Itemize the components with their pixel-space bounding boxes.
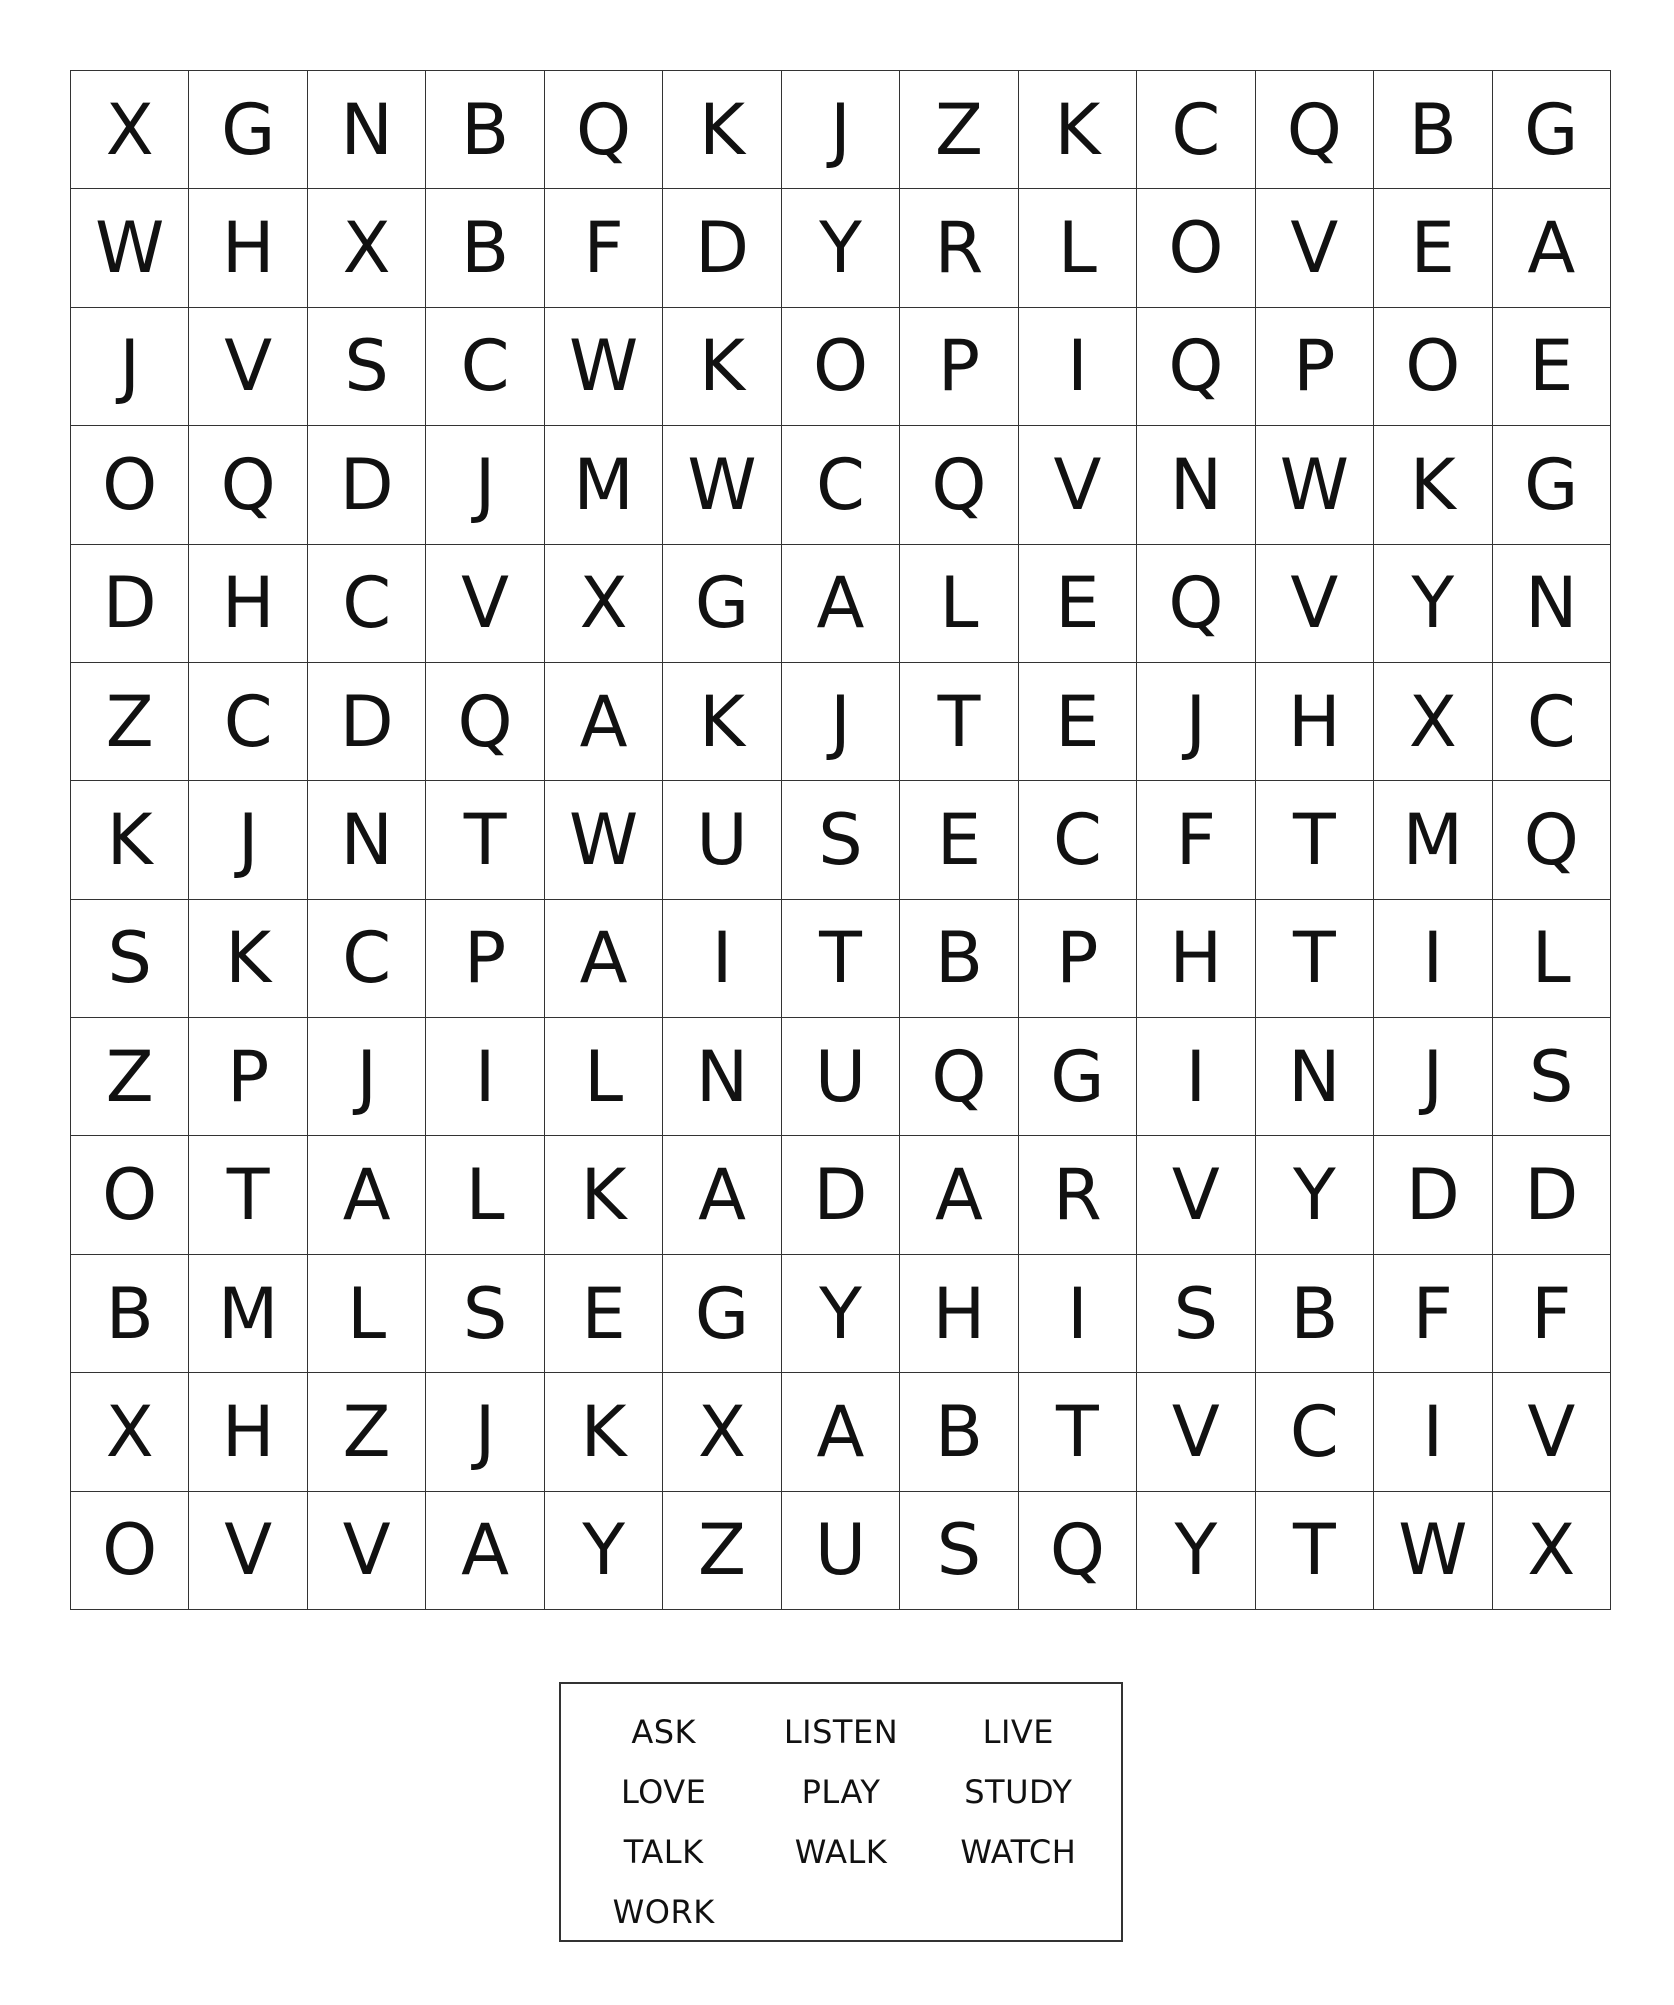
grid-cell[interactable]: O <box>71 426 189 544</box>
grid-cell[interactable]: W <box>71 189 189 307</box>
grid-cell[interactable]: K <box>663 308 781 426</box>
grid-cell[interactable]: S <box>71 900 189 1018</box>
grid-cell[interactable]: Q <box>189 426 307 544</box>
grid-cell[interactable]: K <box>545 1373 663 1491</box>
grid-cell[interactable]: T <box>1019 1373 1137 1491</box>
word-bank-item: WALK <box>794 1833 888 1871</box>
grid-cell[interactable]: L <box>900 545 1018 663</box>
grid-cell[interactable]: K <box>545 1136 663 1254</box>
grid-cell[interactable]: G <box>189 71 307 189</box>
grid-cell[interactable]: V <box>308 1492 426 1610</box>
grid-cell[interactable]: B <box>426 189 544 307</box>
grid-cell[interactable]: Q <box>426 663 544 781</box>
grid-cell[interactable]: E <box>1019 545 1137 663</box>
grid-cell[interactable]: C <box>426 308 544 426</box>
grid-cell[interactable]: G <box>663 1255 781 1373</box>
grid-cell[interactable]: J <box>189 781 307 899</box>
grid-cell[interactable]: B <box>900 1373 1018 1491</box>
grid-cell[interactable]: R <box>1019 1136 1137 1254</box>
grid-cell[interactable]: Q <box>1493 781 1611 899</box>
grid-cell[interactable]: V <box>1256 189 1374 307</box>
grid-cell[interactable]: X <box>308 189 426 307</box>
grid-cell[interactable]: P <box>189 1018 307 1136</box>
grid-cell[interactable]: Q <box>545 71 663 189</box>
grid-cell[interactable]: A <box>426 1492 544 1610</box>
grid-cell[interactable]: K <box>663 663 781 781</box>
grid-cell[interactable]: P <box>1019 900 1137 1018</box>
grid-cell[interactable]: W <box>545 781 663 899</box>
grid-cell[interactable]: N <box>663 1018 781 1136</box>
grid-cell[interactable]: Q <box>1256 71 1374 189</box>
grid-cell[interactable]: A <box>545 663 663 781</box>
grid-cell[interactable]: V <box>1019 426 1137 544</box>
grid-cell[interactable]: P <box>900 308 1018 426</box>
grid-cell[interactable]: E <box>545 1255 663 1373</box>
grid-cell[interactable]: B <box>1256 1255 1374 1373</box>
grid-cell[interactable]: G <box>1493 426 1611 544</box>
grid-cell[interactable]: C <box>1493 663 1611 781</box>
grid-cell[interactable]: I <box>1374 1373 1492 1491</box>
grid-cell[interactable]: Q <box>900 426 1018 544</box>
grid-cell[interactable]: Z <box>900 71 1018 189</box>
grid-cell[interactable]: X <box>71 1373 189 1491</box>
grid-cell[interactable]: J <box>426 426 544 544</box>
grid-cell[interactable]: C <box>782 426 900 544</box>
word-bank-list <box>575 1702 1107 1942</box>
grid-cell[interactable]: Q <box>1137 545 1255 663</box>
grid-cell[interactable]: V <box>189 1492 307 1610</box>
grid-cell[interactable]: A <box>782 545 900 663</box>
grid-cell[interactable]: U <box>663 781 781 899</box>
grid-cell[interactable]: E <box>1493 308 1611 426</box>
grid-cell[interactable]: X <box>663 1373 781 1491</box>
grid-cell[interactable]: I <box>426 1018 544 1136</box>
grid-cell[interactable]: W <box>545 308 663 426</box>
word-bank-item: STUDY <box>964 1773 1073 1811</box>
grid-cell[interactable]: C <box>1256 1373 1374 1491</box>
grid-cell[interactable]: N <box>308 781 426 899</box>
grid-cell[interactable]: Q <box>900 1018 1018 1136</box>
grid-cell[interactable]: T <box>189 1136 307 1254</box>
word-bank-item: ASK <box>631 1713 696 1751</box>
grid-cell[interactable]: C <box>308 900 426 1018</box>
grid-cell[interactable]: J <box>1137 663 1255 781</box>
grid-cell[interactable]: B <box>1374 71 1492 189</box>
grid-cell[interactable]: Y <box>1374 545 1492 663</box>
grid-cell[interactable]: H <box>900 1255 1018 1373</box>
grid-cell[interactable]: F <box>1374 1255 1492 1373</box>
grid-cell[interactable]: B <box>900 900 1018 1018</box>
grid-cell[interactable]: A <box>545 900 663 1018</box>
grid-cell[interactable]: L <box>308 1255 426 1373</box>
grid-cell[interactable]: M <box>545 426 663 544</box>
grid-cell[interactable]: H <box>189 545 307 663</box>
grid-cell[interactable]: J <box>782 663 900 781</box>
word-bank-item: PLAY <box>801 1773 881 1811</box>
grid-cell[interactable]: R <box>900 189 1018 307</box>
grid-cell[interactable]: A <box>308 1136 426 1254</box>
grid-cell[interactable]: N <box>1256 1018 1374 1136</box>
grid-cell[interactable]: V <box>1137 1373 1255 1491</box>
grid-cell[interactable]: H <box>189 189 307 307</box>
grid-cell[interactable]: B <box>426 71 544 189</box>
word-bank-item: LISTEN <box>783 1713 899 1751</box>
grid-cell[interactable]: L <box>545 1018 663 1136</box>
grid-cell[interactable]: K <box>1019 71 1137 189</box>
grid-cell[interactable]: P <box>1256 308 1374 426</box>
grid-cell[interactable]: S <box>308 308 426 426</box>
grid-cell[interactable]: T <box>900 663 1018 781</box>
grid-cell[interactable]: N <box>1137 426 1255 544</box>
grid-cell[interactable]: Z <box>308 1373 426 1491</box>
grid-cell[interactable]: P <box>426 900 544 1018</box>
grid-cell[interactable]: J <box>308 1018 426 1136</box>
grid-cell[interactable]: D <box>663 189 781 307</box>
grid-cell[interactable]: J <box>71 308 189 426</box>
grid-cell[interactable]: H <box>1137 900 1255 1018</box>
word-bank-item: LIVE <box>982 1713 1054 1751</box>
word-bank <box>559 1682 1123 1942</box>
grid-cell[interactable]: K <box>1374 426 1492 544</box>
grid-cell[interactable]: A <box>663 1136 781 1254</box>
grid-cell[interactable]: T <box>1256 781 1374 899</box>
grid-cell[interactable]: V <box>189 308 307 426</box>
grid-cell[interactable]: I <box>1374 900 1492 1018</box>
grid-cell[interactable]: H <box>189 1373 307 1491</box>
grid-cell[interactable]: Q <box>1137 308 1255 426</box>
grid-cell[interactable]: A <box>782 1373 900 1491</box>
grid-cell[interactable]: S <box>782 781 900 899</box>
grid-cell[interactable]: Y <box>545 1492 663 1610</box>
grid-cell[interactable]: Y <box>782 1255 900 1373</box>
grid-cell[interactable]: S <box>900 1492 1018 1610</box>
grid-cell[interactable]: I <box>1137 1018 1255 1136</box>
grid-cell[interactable]: C <box>1137 71 1255 189</box>
grid-cell[interactable]: E <box>900 781 1018 899</box>
grid-cell[interactable]: F <box>1493 1255 1611 1373</box>
word-bank-item: WATCH <box>960 1833 1077 1871</box>
grid-cell[interactable]: C <box>308 545 426 663</box>
grid-cell[interactable]: S <box>426 1255 544 1373</box>
grid-cell[interactable]: V <box>426 545 544 663</box>
grid-cell[interactable]: D <box>1493 1136 1611 1254</box>
grid-cell[interactable]: O <box>1137 189 1255 307</box>
grid-cell[interactable]: U <box>782 1018 900 1136</box>
grid-cell[interactable]: S <box>1137 1255 1255 1373</box>
grid-cell[interactable]: K <box>663 71 781 189</box>
grid-cell[interactable]: V <box>1137 1136 1255 1254</box>
grid-cell[interactable]: W <box>1256 426 1374 544</box>
grid-cell[interactable]: S <box>1493 1018 1611 1136</box>
grid-cell[interactable]: L <box>1019 189 1137 307</box>
grid-cell[interactable]: O <box>782 308 900 426</box>
grid-cell[interactable]: M <box>189 1255 307 1373</box>
letter-grid <box>70 70 1611 1610</box>
grid-cell[interactable]: Q <box>1019 1492 1137 1610</box>
grid-cell[interactable]: Z <box>71 1018 189 1136</box>
grid-cell[interactable]: Z <box>663 1492 781 1610</box>
word-bank-item: WORK <box>612 1893 715 1931</box>
grid-cell[interactable]: W <box>663 426 781 544</box>
grid-cell[interactable]: I <box>1019 1255 1137 1373</box>
grid-cell[interactable]: H <box>1256 663 1374 781</box>
grid-cell[interactable]: Y <box>782 189 900 307</box>
grid-cell[interactable]: O <box>71 1136 189 1254</box>
grid-cell[interactable]: Y <box>1137 1492 1255 1610</box>
word-bank-item: TALK <box>623 1833 704 1871</box>
grid-cell[interactable]: T <box>1256 1492 1374 1610</box>
grid-cell[interactable]: A <box>1493 189 1611 307</box>
grid-cell[interactable]: G <box>1493 71 1611 189</box>
grid-cell[interactable]: D <box>308 663 426 781</box>
grid-cell[interactable]: N <box>1493 545 1611 663</box>
grid-cell[interactable]: G <box>663 545 781 663</box>
grid-cell[interactable]: V <box>1256 545 1374 663</box>
grid-cell[interactable]: J <box>426 1373 544 1491</box>
grid-cell[interactable]: X <box>71 71 189 189</box>
grid-cell[interactable]: X <box>1374 663 1492 781</box>
grid-cell[interactable]: L <box>426 1136 544 1254</box>
grid-cell[interactable]: B <box>71 1255 189 1373</box>
grid-cell[interactable]: J <box>782 71 900 189</box>
grid-cell[interactable]: W <box>1374 1492 1492 1610</box>
grid-cell[interactable]: J <box>1374 1018 1492 1136</box>
grid-cell[interactable]: D <box>782 1136 900 1254</box>
grid-cell[interactable]: C <box>1019 781 1137 899</box>
grid-cell[interactable]: V <box>1493 1373 1611 1491</box>
grid-cell[interactable]: N <box>308 71 426 189</box>
grid-cell[interactable]: M <box>1374 781 1492 899</box>
grid-cell[interactable]: E <box>1019 663 1137 781</box>
grid-cell[interactable]: L <box>1493 900 1611 1018</box>
grid-cell[interactable]: A <box>900 1136 1018 1254</box>
grid-cell[interactable]: K <box>71 781 189 899</box>
grid-cell[interactable]: F <box>1137 781 1255 899</box>
grid-cell[interactable]: Z <box>71 663 189 781</box>
grid-cell[interactable]: U <box>782 1492 900 1610</box>
grid-cell[interactable]: O <box>71 1492 189 1610</box>
grid-cell[interactable]: T <box>426 781 544 899</box>
grid-cell[interactable]: X <box>545 545 663 663</box>
grid-cell[interactable]: E <box>1374 189 1492 307</box>
grid-cell[interactable]: D <box>308 426 426 544</box>
grid-cell[interactable]: T <box>782 900 900 1018</box>
grid-cell[interactable]: D <box>71 545 189 663</box>
grid-cell[interactable]: D <box>1374 1136 1492 1254</box>
grid-cell[interactable]: I <box>1019 308 1137 426</box>
word-bank-item: LOVE <box>620 1773 707 1811</box>
grid-cell[interactable]: C <box>189 663 307 781</box>
grid-cell[interactable]: F <box>545 189 663 307</box>
grid-cell[interactable]: I <box>663 900 781 1018</box>
grid-cell[interactable]: K <box>189 900 307 1018</box>
grid-cell[interactable]: O <box>1374 308 1492 426</box>
grid-cell[interactable]: X <box>1493 1492 1611 1610</box>
grid-cell[interactable]: G <box>1019 1018 1137 1136</box>
grid-cell[interactable]: Y <box>1256 1136 1374 1254</box>
grid-cell[interactable]: T <box>1256 900 1374 1018</box>
